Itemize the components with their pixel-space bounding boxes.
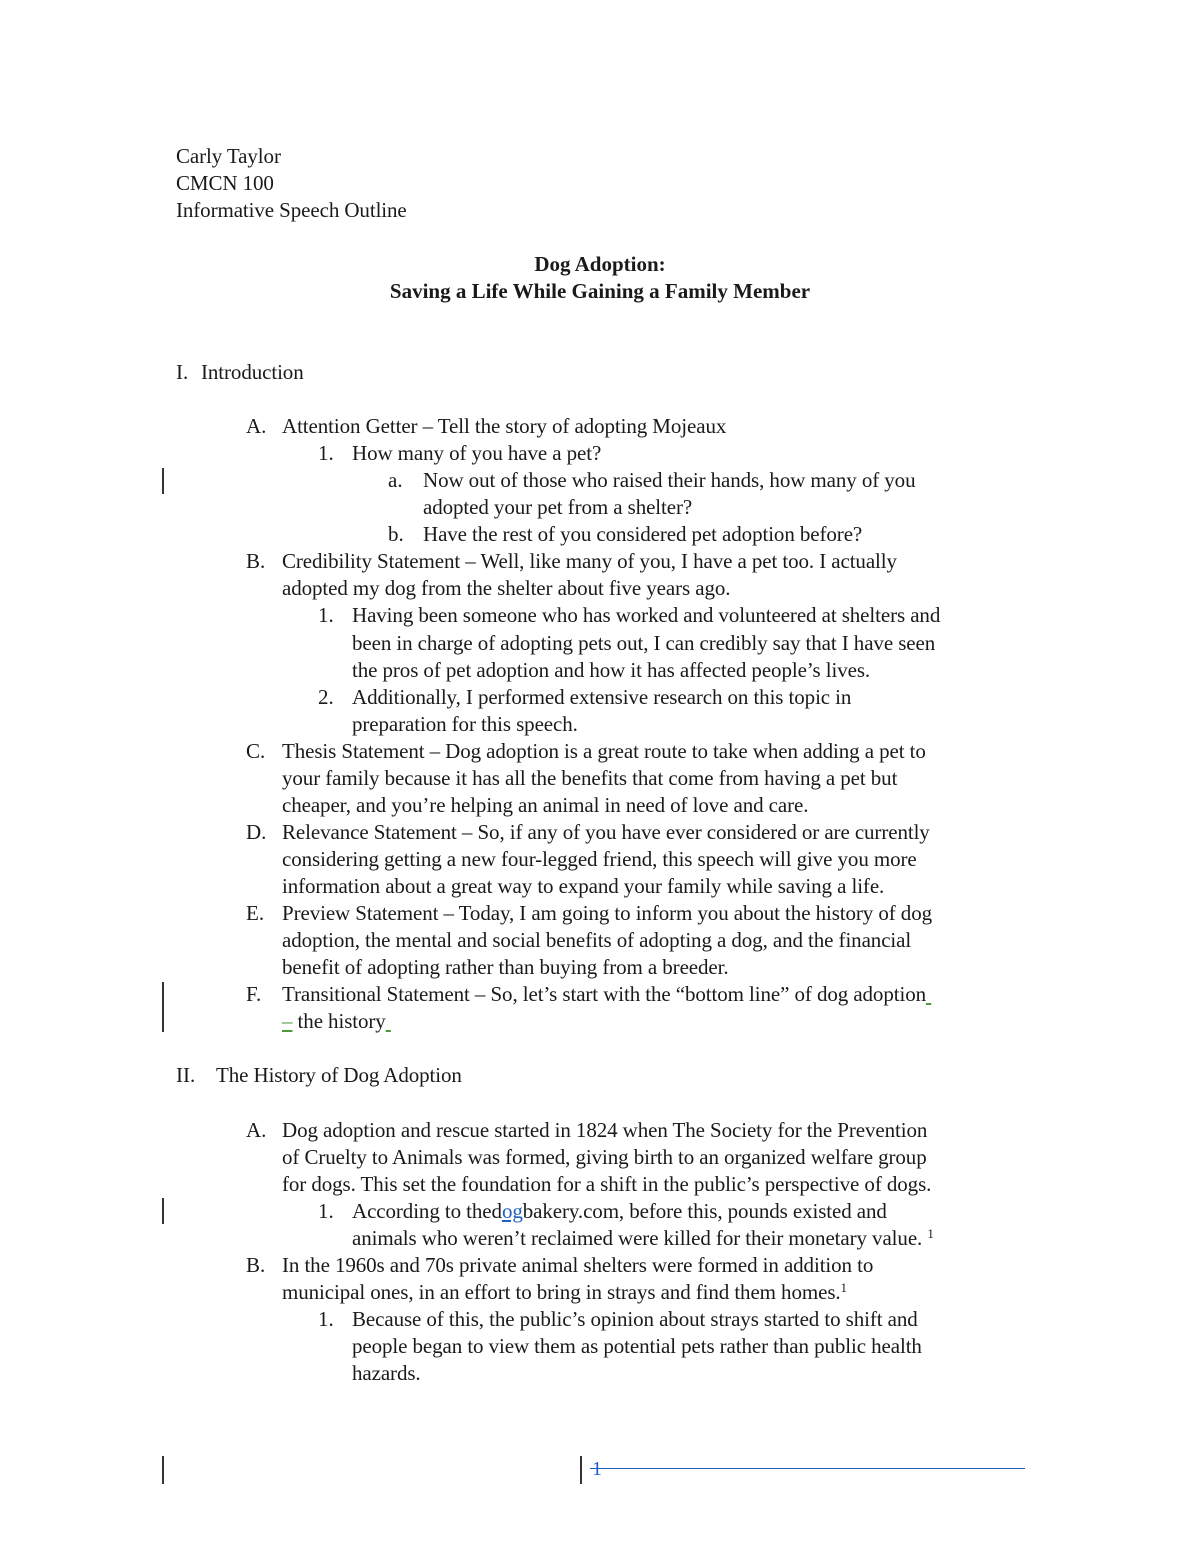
outline-text: people began to view them as potential pets rather than public health: [352, 1334, 922, 1358]
outline-text: [352, 1198, 887, 1225]
document-title-line2: Saving a Life While Gaining a Family Member: [389, 279, 811, 303]
item-marker: C.: [246, 739, 266, 763]
outline-text-span: According to thed: [352, 1199, 502, 1223]
outline-text: Credibility Statement – Well, like many of you, I have a pet too. I actually: [282, 549, 897, 573]
course-code: CMCN 100: [176, 171, 274, 195]
tracked-insertion: og: [501, 1199, 523, 1223]
subitem-marker: 2.: [318, 685, 334, 709]
item-marker: B.: [246, 1253, 266, 1277]
item-marker: D.: [246, 820, 267, 844]
footnote-ref[interactable]: 1: [927, 1226, 934, 1241]
subitem-marker: 1.: [318, 441, 334, 465]
item-marker: A.: [246, 414, 267, 438]
outline-text: Additionally, I performed extensive research on this topic in: [352, 685, 852, 709]
outline-text: Relevance Statement – So, if any of you have ever considered or are currently: [282, 820, 930, 844]
outline-text-span: bakery.com, before this, pounds existed and: [522, 1199, 887, 1223]
outline-text: information about a great way to expand your family while saving a life.: [282, 874, 885, 898]
outline-text: Thesis Statement – Dog adoption is a great route to take when adding a pet to: [282, 739, 926, 763]
outline-text: How many of you have a pet?: [352, 441, 602, 465]
outline-text: been in charge of adopting pets out, I can credibly say that I have seen: [352, 631, 936, 655]
section-marker: II.: [176, 1063, 196, 1087]
outline-text: [282, 1279, 847, 1306]
subitem-marker: a.: [388, 468, 403, 492]
outline-text: Dog adoption and rescue started in 1824 when The Society for the Prevention: [282, 1118, 928, 1142]
footer-rule: [590, 1468, 1025, 1469]
author-name: Carly Taylor: [176, 144, 281, 168]
subitem-marker: 1.: [318, 1307, 334, 1331]
outline-text: for dogs. This set the foundation for a shift in the public’s perspective of dogs.: [282, 1172, 932, 1196]
outline-text: Because of this, the public’s opinion about strays started to shift and: [352, 1307, 918, 1331]
outline-text: [282, 1008, 391, 1035]
outline-text: [282, 981, 931, 1008]
tracked-insertion: –: [282, 1009, 293, 1033]
item-marker: B.: [246, 549, 266, 573]
change-bar: [162, 1198, 164, 1224]
outline-text: adopted your pet from a shelter?: [423, 495, 693, 519]
tracked-insertion: [926, 982, 931, 1006]
outline-text: Having been someone who has worked and volunteered at shelters and: [352, 603, 941, 627]
section-marker: I.: [176, 360, 189, 384]
subitem-marker: 1.: [318, 1199, 334, 1223]
item-marker: E.: [246, 901, 265, 925]
footnote-ref[interactable]: 1: [840, 1280, 847, 1295]
outline-text: Preview Statement – Today, I am going to inform you about the history of dog: [282, 901, 932, 925]
outline-text: [352, 1225, 934, 1252]
item-marker: A.: [246, 1118, 267, 1142]
outline-text-span: animals who weren’t reclaimed were killed for their monetary value.: [352, 1226, 928, 1250]
tracked-insertion: [386, 1009, 391, 1033]
outline-text: cheaper, and you’re helping an animal in need of love and care.: [282, 793, 809, 817]
outline-text: your family because it has all the benefits that come from having a pet but: [282, 766, 898, 790]
change-bar: [162, 982, 164, 1032]
outline-text-span: Transitional Statement – So, let’s start with the “bottom line” of dog adoption: [282, 982, 927, 1006]
assignment-title: Informative Speech Outline: [176, 198, 407, 222]
outline-text: of Cruelty to Animals was formed, giving birth to an organized welfare group: [282, 1145, 927, 1169]
change-bar: [580, 1456, 582, 1484]
outline-text: hazards.: [352, 1361, 421, 1385]
outline-text: benefit of adopting rather than buying from a breeder.: [282, 955, 729, 979]
outline-text: Now out of those who raised their hands, how many of you: [423, 468, 916, 492]
outline-text-span: municipal ones, in an effort to bring in strays and find them homes.: [282, 1280, 841, 1304]
item-marker: F.: [246, 982, 262, 1006]
outline-text: Have the rest of you considered pet adoption before?: [423, 522, 863, 546]
document-title-line1: Dog Adoption:: [534, 252, 666, 276]
outline-text-span: the history: [292, 1009, 386, 1033]
outline-text: considering getting a new four-legged friend, this speech will give you more: [282, 847, 917, 871]
section-heading: The History of Dog Adoption: [216, 1063, 462, 1087]
outline-text: adopted my dog from the shelter about five years ago.: [282, 576, 731, 600]
page-number: 1: [592, 1458, 602, 1480]
outline-text: adoption, the mental and social benefits of adopting a dog, and the financial: [282, 928, 912, 952]
outline-text: Attention Getter – Tell the story of adopting Mojeaux: [282, 414, 727, 438]
outline-text: the pros of pet adoption and how it has affected people’s lives.: [352, 658, 871, 682]
outline-text: In the 1960s and 70s private animal shelters were formed in addition to: [282, 1253, 874, 1277]
section-heading: Introduction: [201, 360, 304, 384]
change-bar: [162, 1456, 164, 1484]
change-bar: [162, 468, 164, 494]
outline-text: preparation for this speech.: [352, 712, 578, 736]
subitem-marker: 1.: [318, 603, 334, 627]
subitem-marker: b.: [388, 522, 404, 546]
